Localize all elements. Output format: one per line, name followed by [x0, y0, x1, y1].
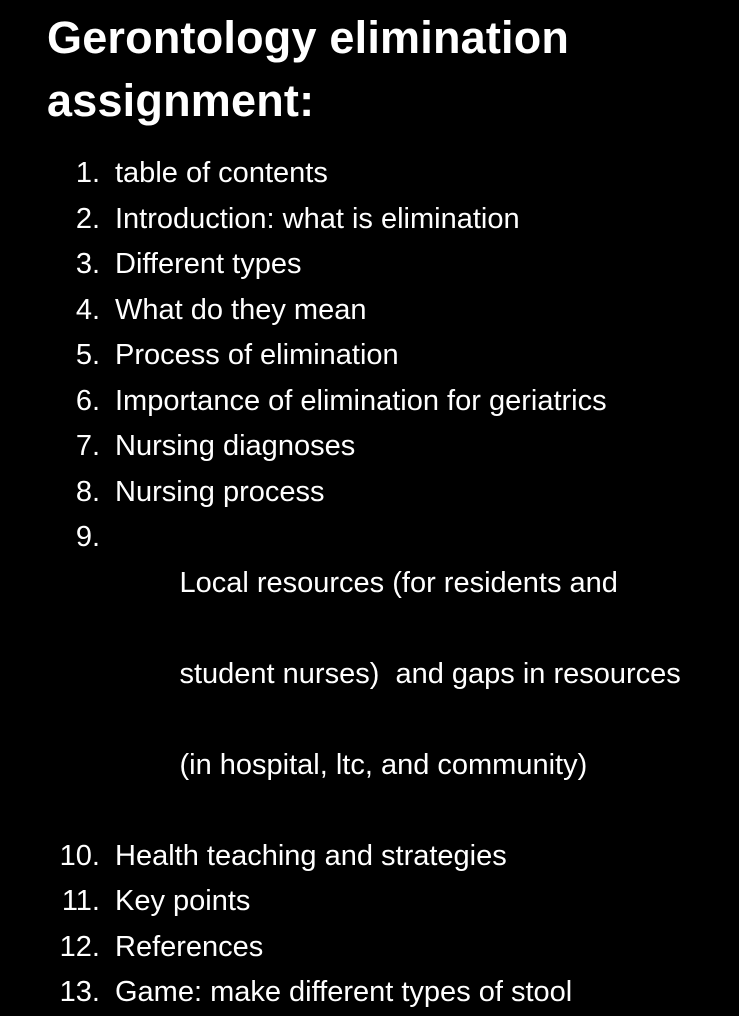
list-text: table of contents	[115, 157, 328, 189]
list-text: Introduction: what is elimination	[115, 202, 520, 235]
list-text: Nursing diagnoses	[115, 430, 356, 462]
list-item	[0, 242, 739, 288]
list-text: Different types	[115, 248, 302, 280]
list-text: Process of elimination	[115, 339, 399, 371]
list-item	[0, 333, 739, 379]
list-number: 13.	[59, 976, 100, 1008]
list-text: Nursing process	[115, 475, 325, 508]
list-text-line: student nurses) and gaps in resources	[179, 657, 681, 690]
list-number: 7.	[75, 430, 100, 462]
list-text-line: (in hospital, ltc, and community)	[179, 748, 588, 781]
list-text: Key points	[115, 885, 251, 917]
list-number: 12.	[59, 930, 100, 963]
page-title	[47, 6, 727, 132]
list-text: Importance of elimination for geriatrics	[115, 384, 607, 417]
list-text: Health teaching and strategies	[115, 839, 507, 872]
list-text-line: Local resources (for residents and	[179, 566, 618, 599]
list-number: 2.	[75, 202, 100, 235]
list-number: 3.	[75, 248, 100, 280]
list-item	[0, 470, 739, 516]
list-item	[0, 379, 739, 425]
list-number: 5.	[75, 339, 100, 371]
list-item	[0, 151, 739, 197]
list-text: What do they mean	[115, 293, 367, 326]
list-number: 10.	[59, 839, 100, 872]
assignment-list	[0, 151, 739, 1016]
list-item	[0, 879, 739, 925]
list-number: 1.	[75, 157, 100, 189]
list-number: 11.	[61, 885, 100, 917]
list-number: 4.	[75, 293, 100, 326]
title-line-2: assignment:	[47, 75, 315, 126]
list-number: 6.	[75, 384, 100, 417]
list-item	[0, 515, 739, 834]
list-text: Game: make different types of stool	[115, 976, 573, 1008]
list-item	[0, 970, 739, 1016]
list-item	[0, 197, 739, 243]
list-number: 8.	[75, 475, 100, 508]
list-item	[0, 424, 739, 470]
title-line-1: Gerontology elimination	[47, 12, 570, 63]
list-number: 9.	[75, 521, 100, 553]
list-item	[0, 925, 739, 971]
list-item	[0, 834, 739, 880]
list-item	[0, 288, 739, 334]
list-text	[115, 515, 730, 834]
list-text: References	[115, 930, 264, 963]
